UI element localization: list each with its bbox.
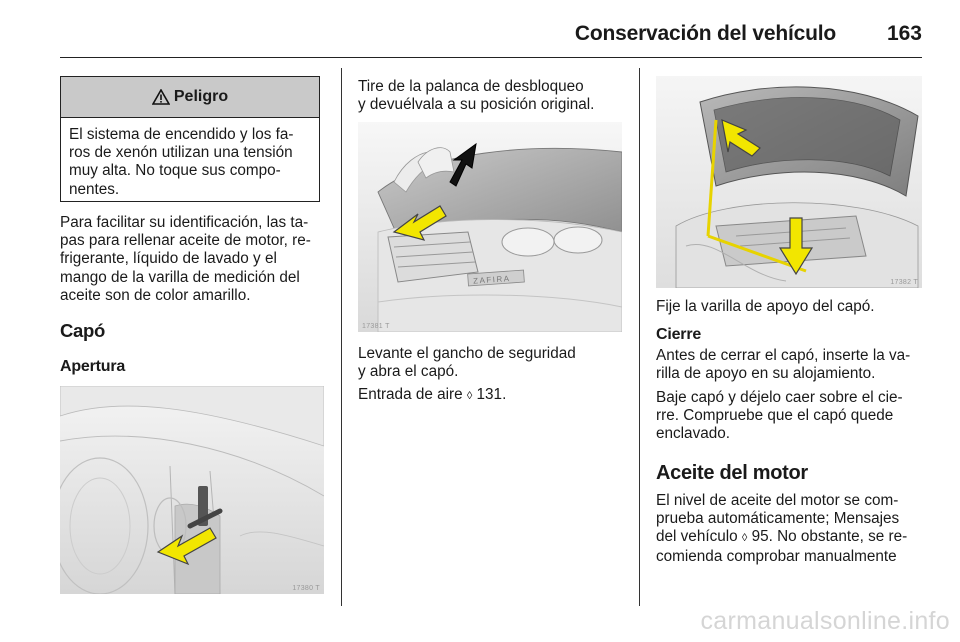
page-number: 163 [886, 22, 922, 45]
text-line: Tire de la palanca de desbloqueo [358, 78, 584, 95]
text-line: del vehículo ◊ 95. No obstante, se re- [656, 528, 908, 546]
safety-hook-text [358, 345, 623, 381]
text-line: aceite son de color amarillo. [60, 286, 251, 304]
engine-oil-paragraph [656, 492, 922, 566]
warning-line: El sistema de encendido y los fa- [69, 126, 294, 143]
closing-paragraph [656, 347, 922, 383]
text-line: El nivel de aceite del motor se com- [656, 492, 899, 509]
page-title: Conservación del vehículo [574, 22, 836, 45]
danger-warning-box [60, 76, 320, 202]
warning-title: Peligro [173, 88, 229, 105]
section-title-hood: Capó [60, 320, 106, 341]
figure-badge: ZAFIRA [472, 273, 511, 286]
reference-text: Entrada de aire [358, 386, 463, 403]
figure-code: 17380 T [292, 585, 320, 592]
text-line: enclavado. [656, 425, 730, 443]
text-line: rilla de apoyo en su alojamiento. [656, 365, 876, 383]
text-line: comienda comprobar manualmente [656, 547, 897, 565]
section-title-engine-oil: Aceite del motor [656, 462, 808, 484]
hood-support-rod-illustration [656, 76, 922, 288]
page-reference-icon: ◊ [741, 532, 748, 545]
warning-line: ros de xenón utilizan una tensión [69, 144, 293, 162]
text-line: Antes de cerrar el capó, inserte la va- [656, 347, 911, 364]
air-intake-reference [358, 386, 623, 405]
subsection-title-opening: Apertura [60, 358, 126, 375]
text-line: pas para rellenar aceite de motor, re- [60, 232, 311, 250]
reference-page-link[interactable]: 95. [751, 528, 773, 546]
page-reference-icon: ◊ [466, 390, 473, 402]
support-rod-text: Fije la varilla de apoyo del capó. [656, 298, 875, 315]
page-header [60, 14, 922, 58]
text-line: frigerante, líquido de lavado y el [60, 250, 277, 268]
header-rule [60, 57, 922, 58]
warning-text [61, 118, 319, 199]
hood-release-lever-illustration [60, 386, 324, 594]
figure-code: 17381 T [362, 323, 390, 330]
text-line: rre. Compruebe que el capó quede [656, 407, 894, 425]
text-line: y abra el capó. [358, 363, 459, 381]
text-line: Levante el gancho de seguridad [358, 345, 576, 362]
drop-hood-paragraph [656, 389, 922, 444]
warning-header [61, 77, 319, 118]
reference-page-link[interactable]: 131. [476, 386, 507, 403]
intro-paragraph [60, 214, 330, 305]
figure-code: 17382 T [890, 279, 918, 286]
text-line: mango de la varilla de medición del [60, 268, 300, 286]
site-watermark: carmanualsonline.info [700, 607, 950, 635]
text-line: Baje capó y déjelo caer sobre el cie- [656, 389, 903, 406]
release-lever-text [358, 78, 623, 114]
warning-line: muy alta. No toque sus compo- [69, 162, 281, 180]
text-line: Para facilitar su identificación, las ta- [60, 214, 309, 231]
column-divider-1 [341, 68, 342, 606]
subsection-title-closing: Cierre [656, 326, 702, 343]
column-divider-2 [639, 68, 640, 606]
safety-hook-illustration [358, 122, 622, 332]
warning-triangle-icon [152, 89, 170, 105]
warning-line: nentes. [69, 180, 120, 198]
text-line: y devuélvala a su posición original. [358, 96, 595, 114]
text-line: prueba automáticamente; Mensajes [656, 510, 900, 528]
